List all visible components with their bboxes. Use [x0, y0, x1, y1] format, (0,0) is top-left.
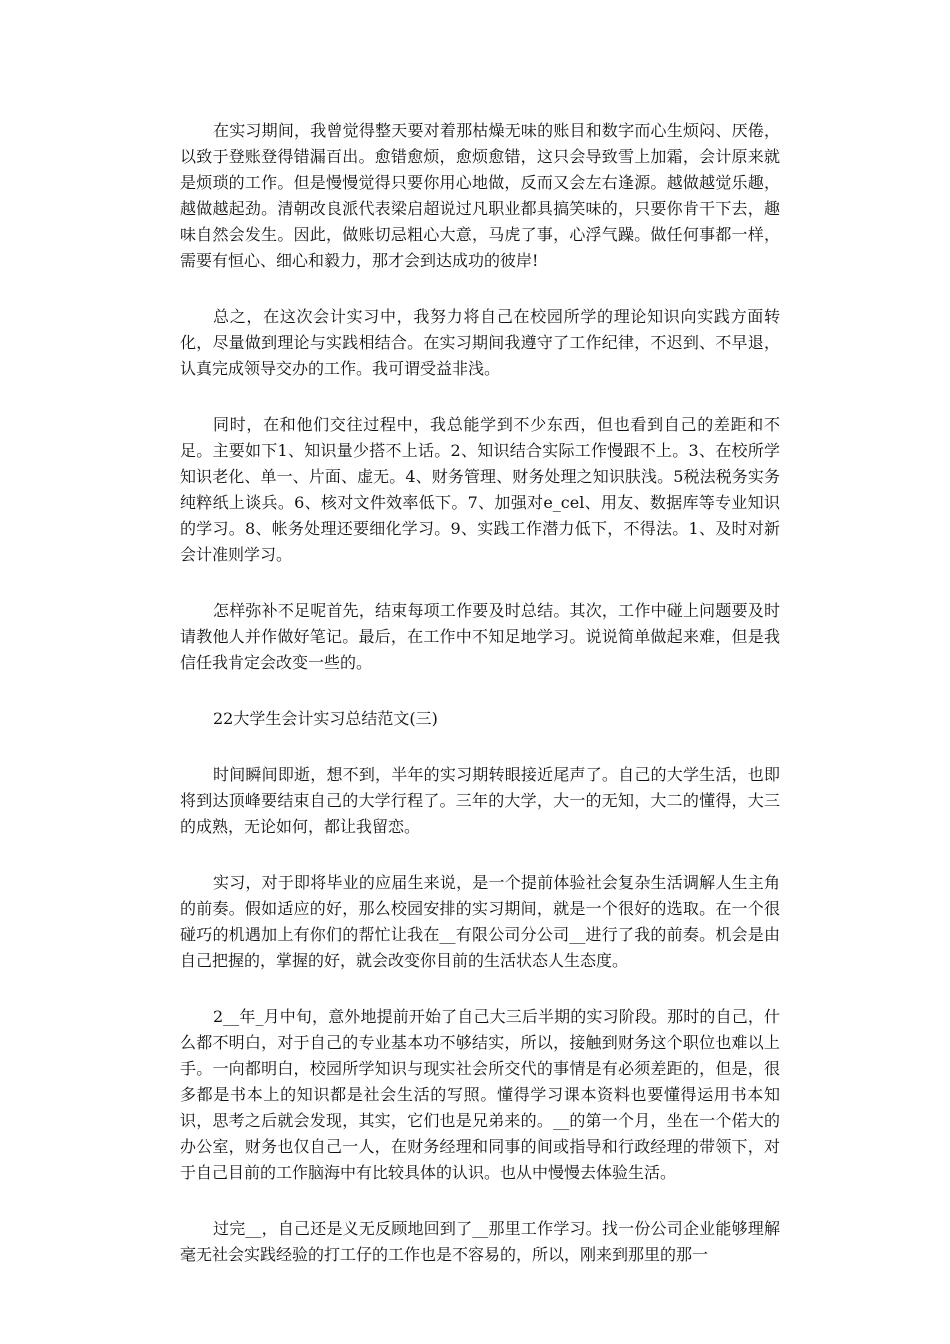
paragraph-improvement: 怎样弥补不足呢首先，结束每项工作要及时总结。其次，工作中碰上问题要及时请教他人并作做好笔记。最后，在工作中不知足地学习。说说简单做起来难，但是我信任我肯定会改变一些的。 [180, 601, 780, 672]
document-body [180, 118, 780, 1268]
paragraph-early-internship: 2__年_月中旬，意外地提前开始了自己大三后半期的实习阶段。那时的自己，什么都不明白，对于自己的专业基本功不够结实，所以，接触到财务这个职位也难以上手。一向都明白，校园所学知识与现实社会所交代的事情是有必须差距的，但是，很多都是书本上的知识都是社会生活的写照。懂得学习课本资料也要懂得运用书本知识，思考之后就会发现，其实，它们也是兄弟来的。__的第一个月，坐在一个偌大的办公室，财务也仅自己一人，在财务经理和同事的间或指导和行政经理的带领下，对于自己目前的工作脑海中有比较具体的认识。也从中慢慢去体验生活。 [180, 1007, 780, 1182]
section-heading: 22大学生会计实习总结范文(三) [213, 709, 438, 728]
paragraph-time-passes: 时间瞬间即逝，想不到，半年的实习期转眼接近尾声了。自己的大学生活，也即将到达顶峰要结束自己的大学行程了。三年的大学，大一的无知，大二的懂得，大三的成熟，无论如何，都让我留恋。 [180, 765, 780, 836]
paragraph-summary: 总之，在这次会计实习中，我努力将自己在校园所学的理论知识向实践方面转化，尽量做到理论与实践相结合。在实习期间我遵守了工作纪律，不迟到、不早退，认真完成领导交办的工作。我可谓受益非浅。 [180, 307, 780, 378]
paragraph-return-to-work: 过完__，自己还是义无反顾地回到了__那里工作学习。找一份公司企业能够理解毫无社会实践经验的打工仔的工作也是不容易的，所以，刚来到那里的那一 [180, 1219, 780, 1264]
paragraph-internship-attitude: 在实习期间，我曾觉得整天要对着那枯燥无味的账目和数字而心生烦闷、厌倦，以致于登账登得错漏百出。愈错愈烦，愈烦愈错，这只会导致雪上加霜，会计原来就是烦琐的工作。但是慢慢觉得只要你用心地做，反而又会左右逢源。越做越觉乐趣，越做越起劲。清朝改良派代表梁启超说过凡职业都具搞笑味的，只要你肯干下去，趣味自然会发生。因此，做账切忌粗心大意，马虎了事，心浮气躁。做任何事都一样，需要有恒心、细心和毅力，那才会到达成功的彼岸! [180, 121, 780, 270]
paragraph-shortcomings: 同时，在和他们交往过程中，我总能学到不少东西，但也看到自己的差距和不足。主要如下1、知识量少搭不上话。2、知识结合实际工作慢跟不上。3、在校所学知识老化、单一、片面、虚无。4、财务管理、财务处理之知识肤浅。5税法税务实务纯粹纸上谈兵。6、核对文件效率低下。7、加强对e_cel、用友、数据库等专业知识的学习。8、帐务处理还要细化学习。9、实践工作潜力低下，不得法。1、及时对新会计准则学习。 [180, 415, 780, 564]
paragraph-internship-prelude: 实习，对于即将毕业的应届生来说，是一个提前体验社会复杂生活调解人生主角的前奏。假如适应的好，那么校园安排的实习期间，就是一个很好的选取。在一个很碰巧的机遇加上有你们的帮忙让我在__有限公司分公司__进行了我的前奏。机会是由自己把握的，掌握的好，就会改变你目前的生活状态人生态度。 [180, 873, 780, 970]
